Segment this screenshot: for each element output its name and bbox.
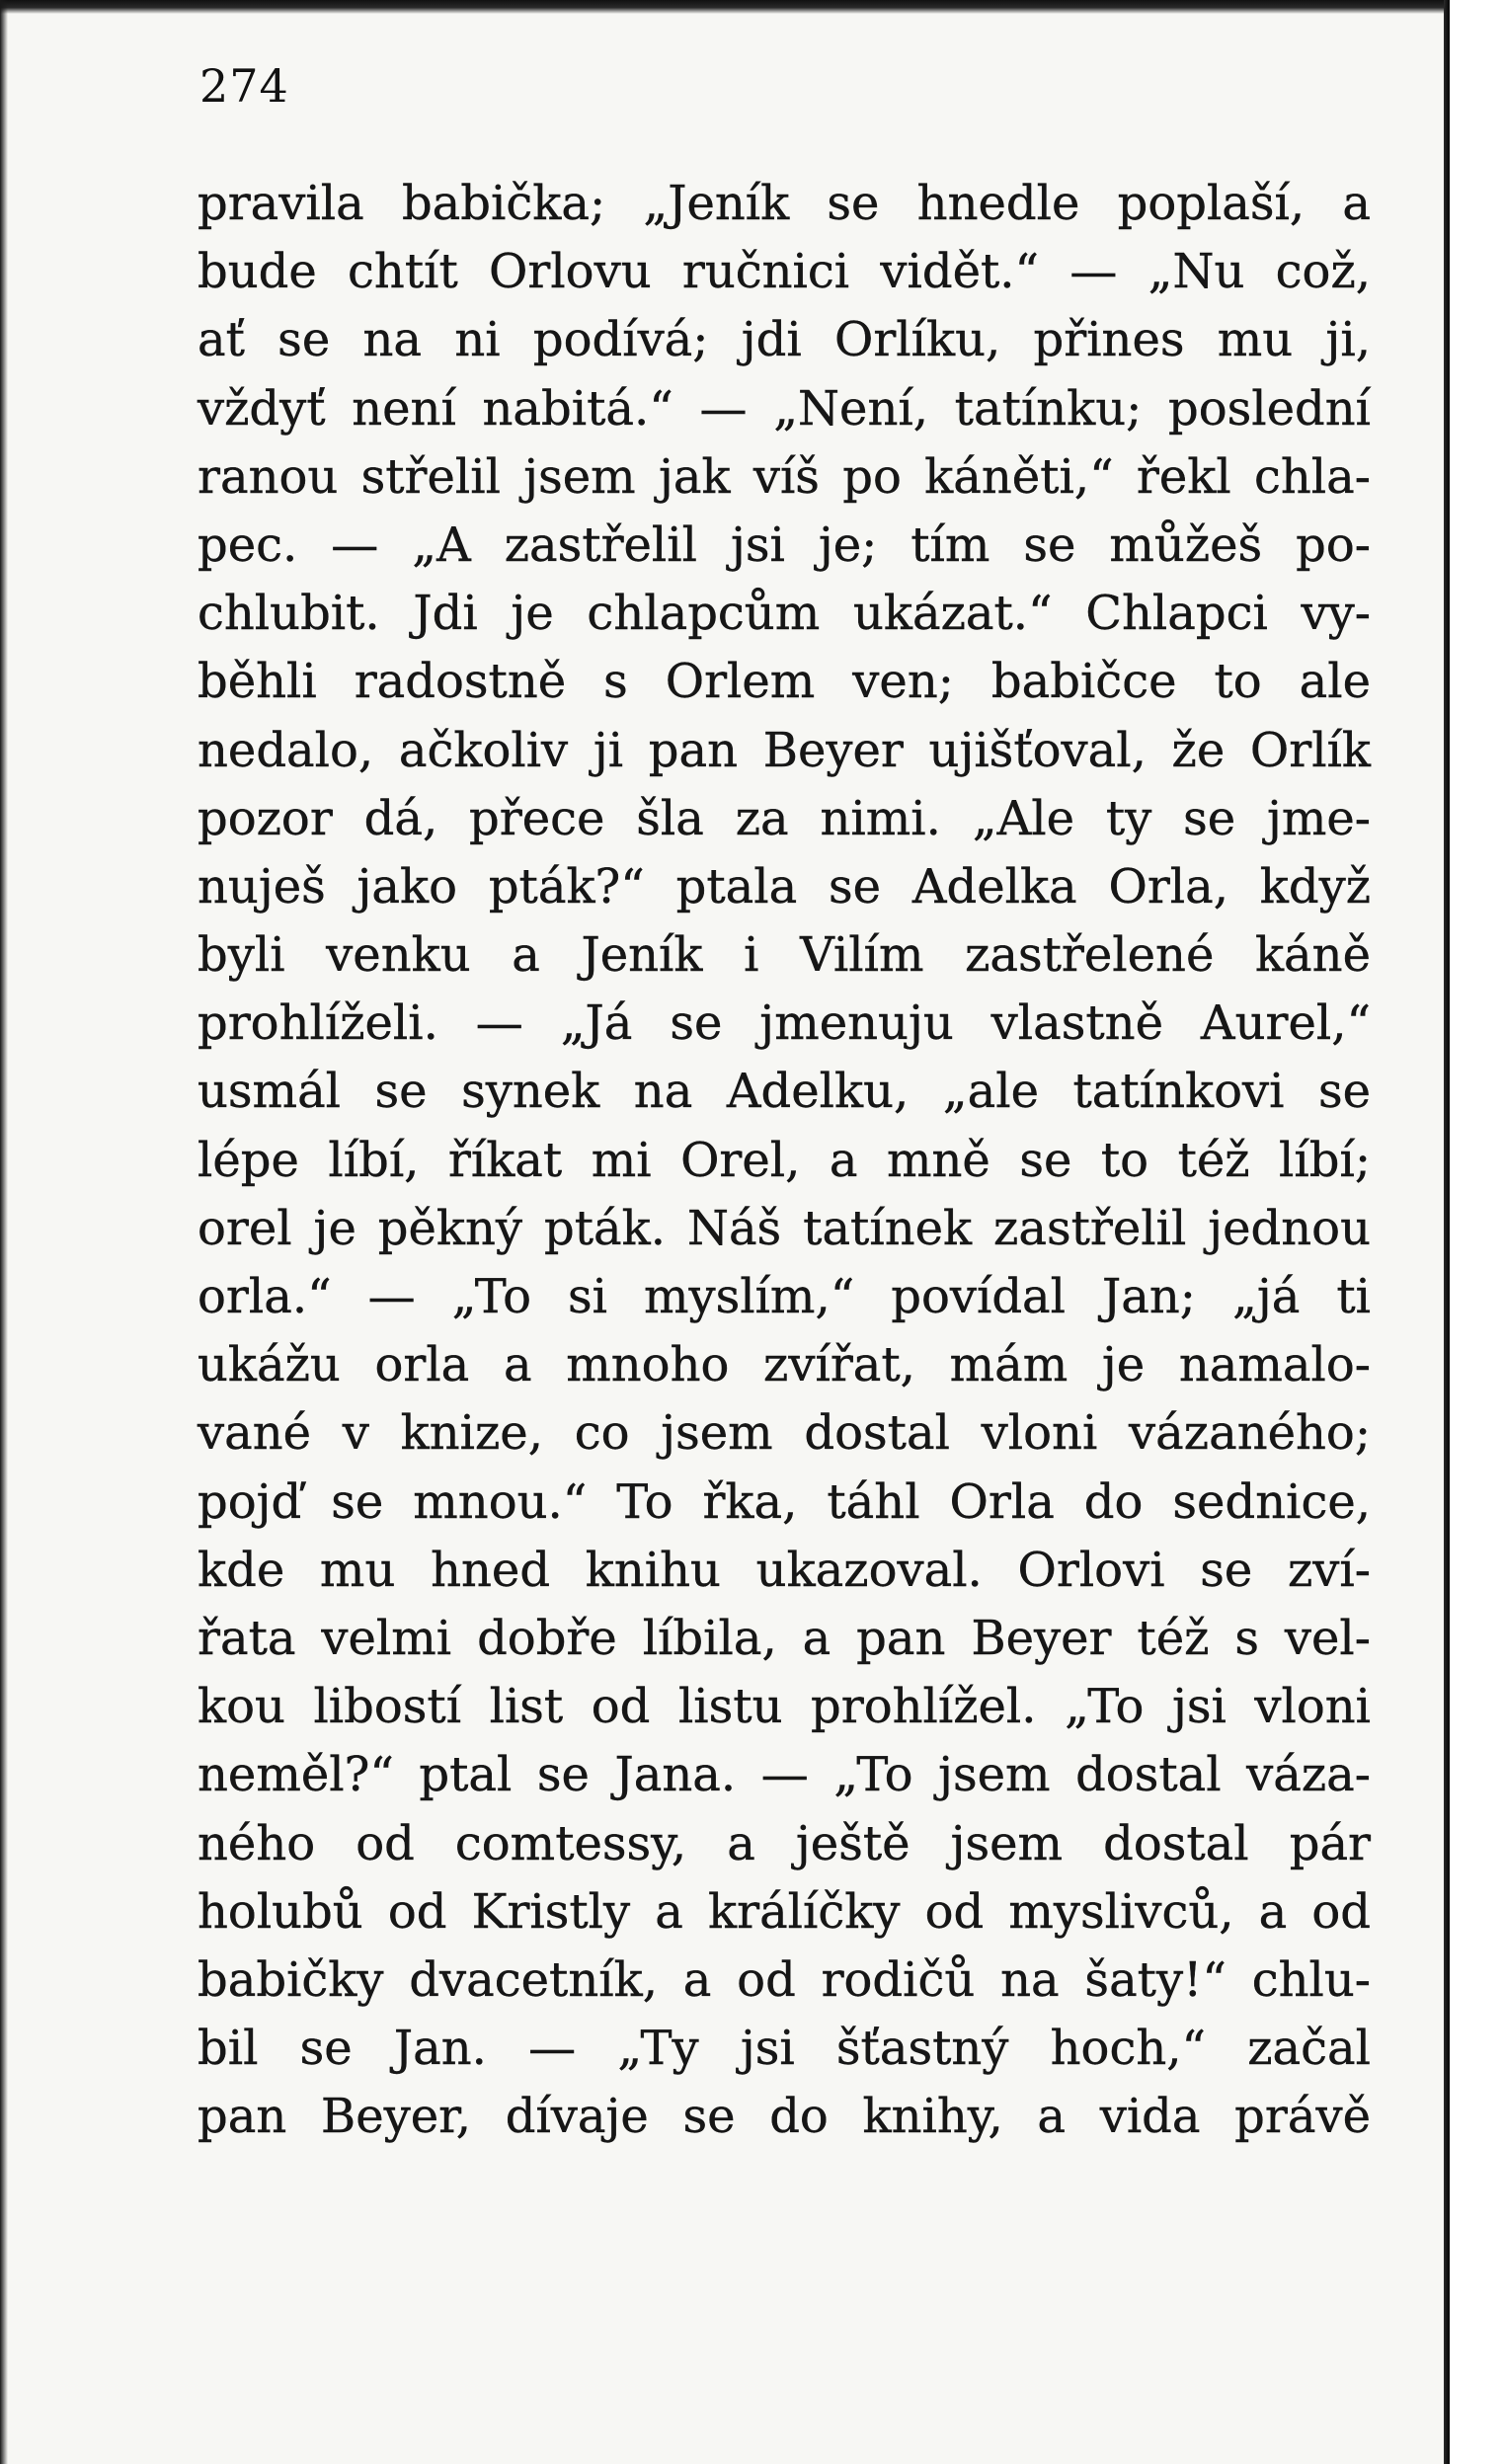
text-line: ného od comtessy, a ještě jsem dostal pár	[198, 1815, 1371, 1871]
text-line: vždyť není nabitá.“ — „Není, tatínku; poslední	[198, 380, 1371, 437]
scan-left-border	[0, 0, 8, 2464]
text-line: babičky dvacetník, a od rodičů na šaty!“ chlu-	[198, 1951, 1371, 2008]
text-line: pan Beyer, dívaje se do knihy, a vida právě	[198, 2089, 1371, 2145]
text-line: vané v knize, co jsem dostal vloni vázaného;	[198, 1405, 1371, 1462]
text-line: nedalo, ačkoliv ji pan Beyer ujišťoval, že Orlík	[198, 722, 1371, 778]
text-line: kde mu hned knihu ukazoval. Orlovi se zví-	[198, 1542, 1371, 1598]
text-line: chlubit. Jdi je chlapcům ukázat.“ Chlapci vy-	[198, 586, 1371, 642]
page-number: 274	[199, 59, 289, 113]
scan-top-border	[0, 0, 1450, 14]
scan-right-margin	[1450, 0, 1504, 2464]
text-line: pozor dá, přece šla za nimi. „Ale ty se jme-	[198, 790, 1371, 846]
text-line: prohlíželi. — „Já se jmenuju vlastně Aurel,“	[198, 995, 1371, 1052]
text-line: řata velmi dobře líbila, a pan Beyer též s vel-	[198, 1610, 1371, 1666]
text-line: holubů od Kristly a králíčky od myslivců, a od	[198, 1883, 1371, 1940]
text-line: ranou střelil jsem jak víš po káněti,“ řekl chla-	[198, 448, 1371, 505]
text-line: pec. — „A zastřelil jsi je; tím se můžeš po-	[198, 517, 1371, 573]
text-line: pravila babička; „Jeník se hnedle poplaší, a	[198, 176, 1371, 231]
text-line: orla.“ — „To si myslím,“ povídal Jan; „já ti	[198, 1269, 1371, 1324]
text-line: orel je pěkný pták. Náš tatínek zastřelil jednou	[198, 1200, 1371, 1256]
text-line: byli venku a Jeník i Vilím zastřelené káně	[198, 927, 1371, 984]
text-line: pojď se mnou.“ To řka, táhl Orla do sednice,	[198, 1473, 1371, 1530]
text-line: usmál se synek na Adelku, „ale tatínkovi se	[198, 1064, 1371, 1120]
body-text	[198, 170, 1371, 2151]
text-line: ať se na ni podívá; jdi Orlíku, přines mu ji,	[198, 312, 1371, 368]
text-line: bude chtít Orlovu ručnici vidět.“ — „Nu což,	[198, 244, 1371, 300]
text-line: kou libostí list od listu prohlížel. „To jsi vloni	[198, 1679, 1371, 1735]
text-line: neměl?“ ptal se Jana. — „To jsem dostal váza-	[198, 1747, 1371, 1803]
text-line: lépe líbí, říkat mi Orel, a mně se to též líbí;	[198, 1132, 1371, 1188]
text-line: nuješ jako pták?“ ptala se Adelka Orla, když	[198, 858, 1371, 914]
text-line: bil se Jan. — „Ty jsi šťastný hoch,“ začal	[198, 2021, 1371, 2077]
text-line: běhli radostně s Orlem ven; babičce to ale	[198, 654, 1371, 710]
text-line: ukážu orla a mnoho zvířat, mám je namalo-	[198, 1337, 1371, 1393]
